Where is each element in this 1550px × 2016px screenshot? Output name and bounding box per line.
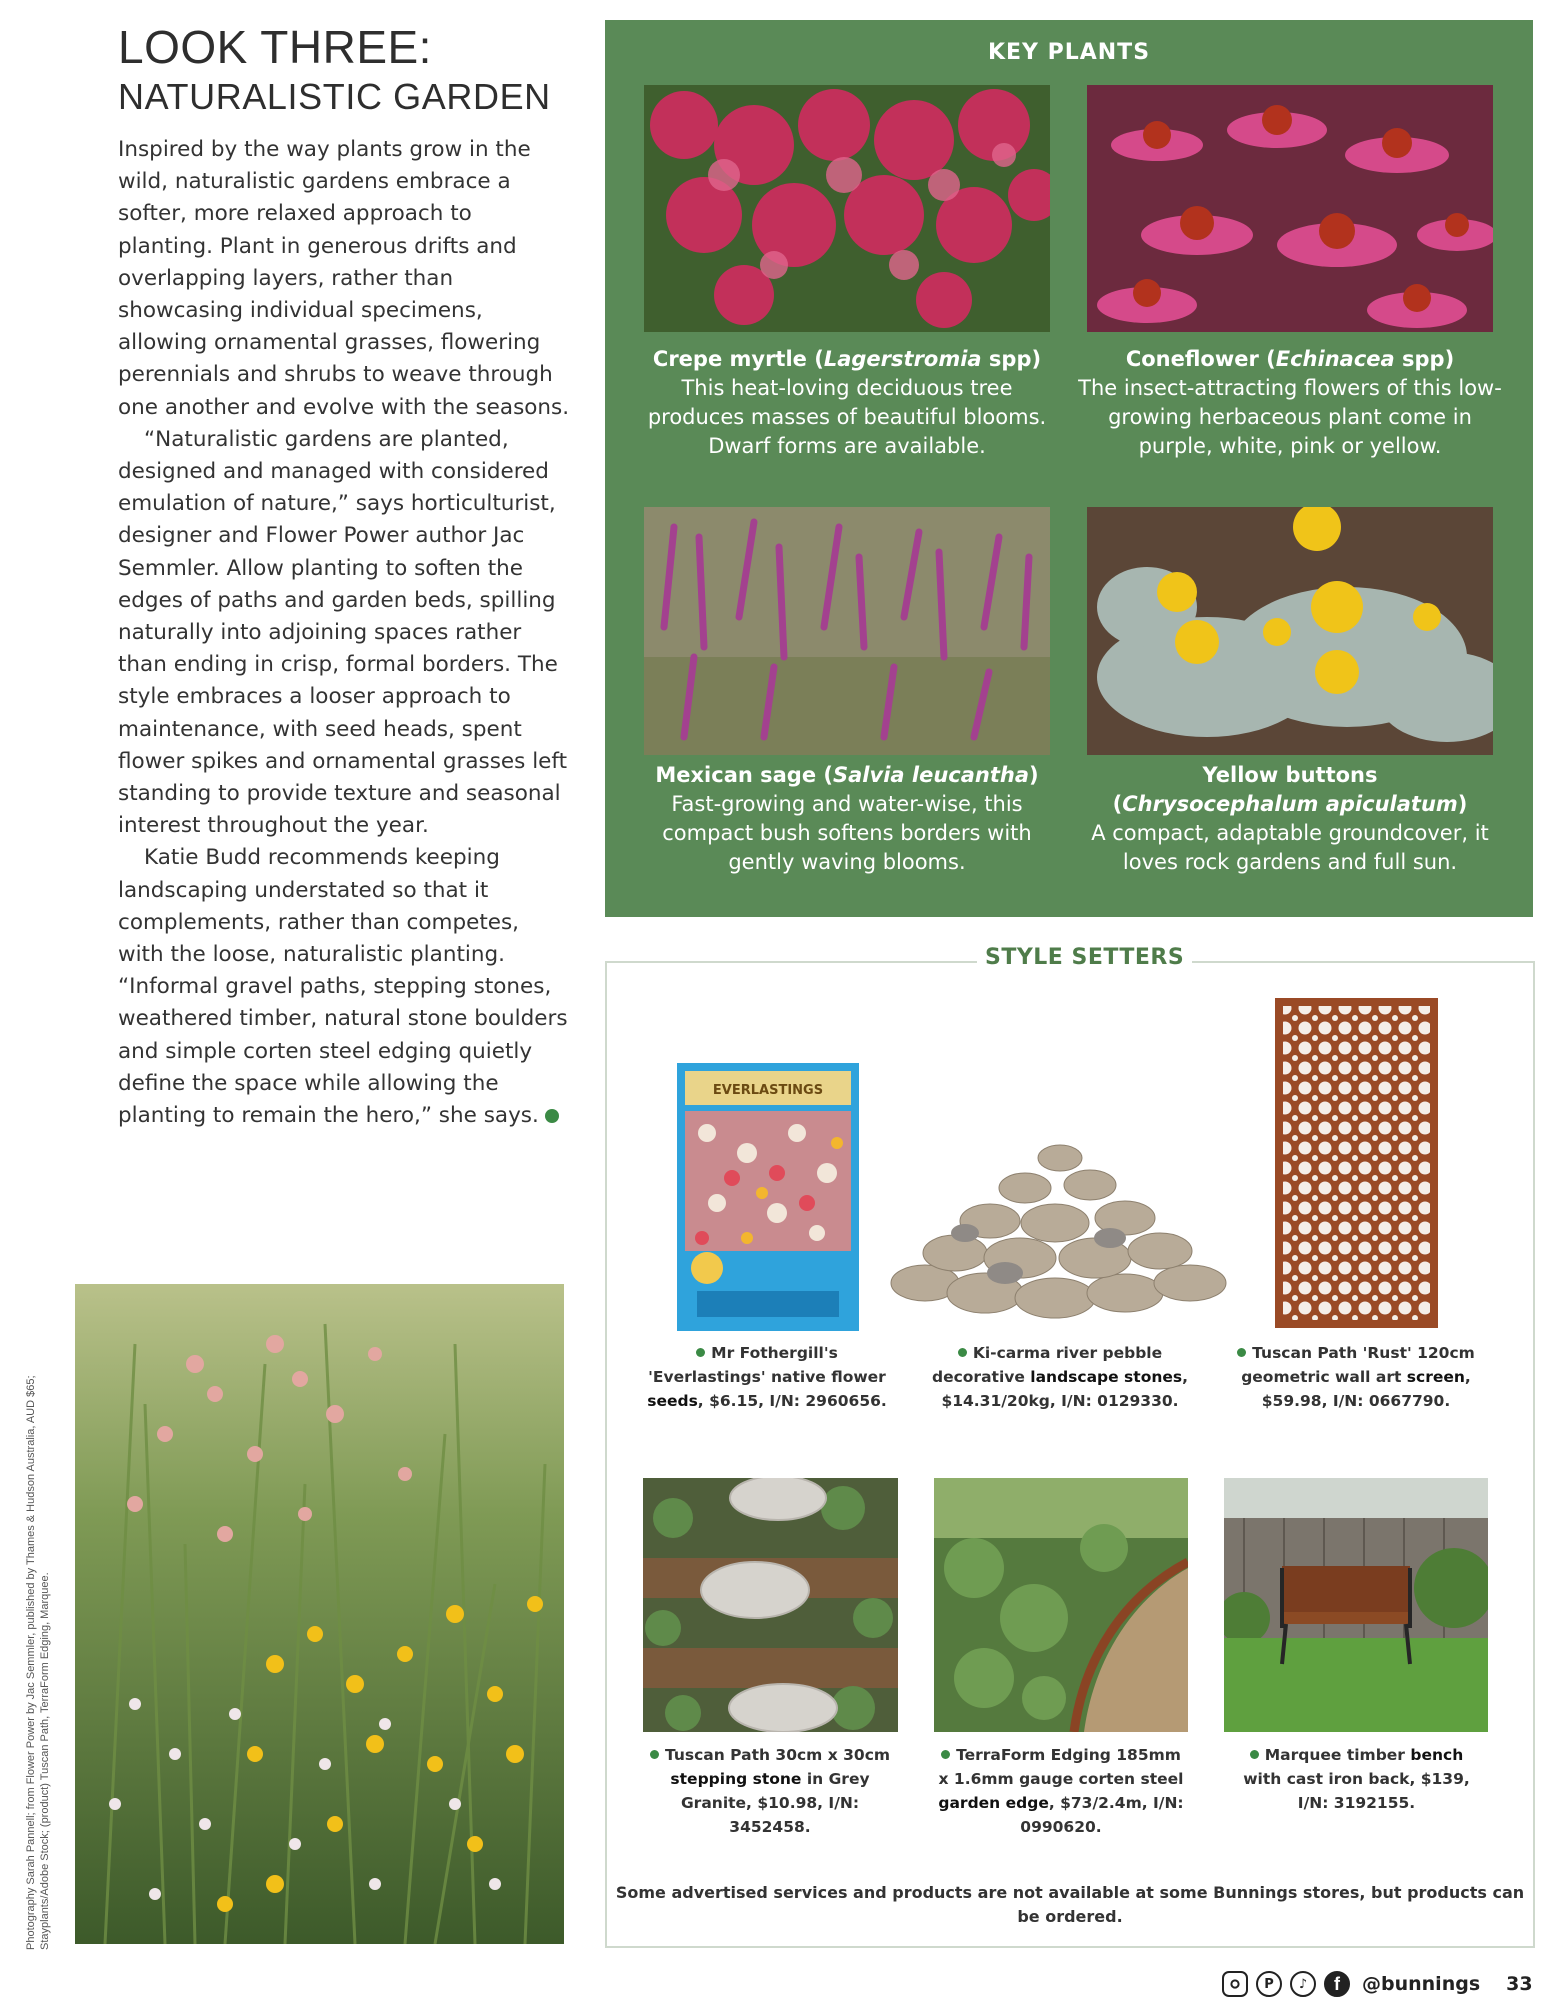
plant-name: Mexican sage <box>655 763 817 787</box>
pinterest-icon[interactable]: P <box>1256 1971 1282 1997</box>
product-caption-bench: Marquee timber bench with cast iron back, $139, I/N: 3192155. <box>1243 1746 1470 1812</box>
plant-description: Fast-growing and water-wise, this compact bush softens borders with gently waving blooms. <box>662 792 1032 874</box>
facebook-icon[interactable]: f <box>1324 1971 1350 1997</box>
plant-latin: Chrysocephalum apiculatum <box>1122 792 1458 816</box>
bullet-icon <box>1237 1348 1246 1357</box>
article-subtitle: NATURALISTIC GARDEN <box>118 76 551 117</box>
paragraph-2: “Naturalistic gardens are planted, designed and managed with considered emulation of nature,” says horticulturist, designer and Flower Power author Jac Semmler. Allow planting to soften the edges of paths and garden beds, spilling naturally into adjoining spaces rather than ending in crisp, formal borders. The style embraces a looser approach to maintenance, with seed heads, spent flower spikes and ornamental grasses left standing to provide texture and seasonal interest throughout the year. <box>118 426 568 839</box>
plant-latin: Salvia leucantha <box>833 763 1029 787</box>
coneflower-photo <box>1087 85 1493 332</box>
plant-name: Yellow buttons <box>1202 763 1378 787</box>
article-body <box>118 134 570 1132</box>
yellow-buttons-photo <box>1087 507 1493 755</box>
yellow-buttons-caption: Yellow buttons (Chrysocephalum apiculatum) A compact, adaptable groundcover, it loves rock gardens and full sun. <box>1091 763 1489 874</box>
plant-latin: Echinacea <box>1275 347 1395 371</box>
garden-edge-image <box>934 1478 1188 1732</box>
footer <box>1222 1966 1533 2002</box>
mexican-sage-caption: Mexican sage (Salvia leucantha) Fast-growing and water-wise, this compact bush softens borders with gently waving blooms. <box>655 763 1039 874</box>
tiktok-icon[interactable]: ♪ <box>1290 1971 1316 1997</box>
article-title: LOOK THREE: <box>118 21 432 73</box>
bullet-icon <box>958 1348 967 1357</box>
bullet-icon <box>650 1750 659 1759</box>
seed-packet-brand: EVERLASTINGS <box>712 1083 824 1098</box>
stepping-stone-image <box>643 1478 898 1732</box>
bullet-icon <box>941 1750 950 1759</box>
plant-description: The insect-attracting flowers of this low-growing herbaceous plant come in purple, white, pink or yellow. <box>1078 376 1502 458</box>
key-plants-heading: KEY PLANTS <box>987 40 1151 65</box>
photo-credit: Photography Sarah Pannell; from Flower Power by Jac Semmler, published by Thames & Hudson Australia, AUD $65; Stayplants/Adobe Stock; (product) Tuscan Path, TerraForm Edging, Marquee. <box>25 1375 51 1950</box>
meadow-photo <box>75 1284 564 1944</box>
plant-name: Coneflower <box>1125 347 1259 371</box>
social-handle[interactable]: @bunnings <box>1362 1973 1481 1995</box>
crepe-myrtle-photo <box>644 85 1050 332</box>
style-setters-heading: STYLE SETTERS <box>977 945 1192 970</box>
style-setters-panel <box>605 945 1535 1948</box>
bullet-icon <box>696 1348 705 1357</box>
crepe-myrtle-caption: Crepe myrtle (Lagerstromia spp) This heat-loving deciduous tree produces masses of beautiful blooms. Dwarf forms are available. <box>647 347 1047 458</box>
river-pebbles-image <box>885 1133 1235 1328</box>
product-caption-pebbles: Ki-carma river pebble decorative landscape stones, $14.31/20kg, I/N: 0129330. <box>931 1344 1189 1410</box>
mexican-sage-photo <box>644 507 1050 755</box>
paragraph-1: Inspired by the way plants grow in the wild, naturalistic gardens embrace a softer, more relaxed approach to planting. Plant in generous drifts and overlapping layers, rather than showcasing individual specimens, allowing ornamental grasses, flowering perennials and shrubs to weave through one another and evolve with the seasons. <box>118 137 570 420</box>
instagram-icon[interactable] <box>1222 1971 1248 1997</box>
key-plants-panel <box>605 20 1533 917</box>
paragraph-3 <box>118 842 570 1132</box>
product-caption-garden-edge: TerraForm Edging 185mm x 1.6mm gauge corten steel garden edge, $73/2.4m, I/N: 0990620. <box>938 1746 1184 1836</box>
paragraph-3-text: Katie Budd recommends keeping landscaping understated so that it complements, rather than competes, with the loose, naturalistic planting. “Informal gravel paths, stepping stones, weathered timber, natural stone boulders and simple corten steel edging quietly define the space while allowing the planting to remain the hero,” she says. <box>118 845 568 1129</box>
bench-image <box>1224 1478 1488 1732</box>
plant-description: This heat-loving deciduous tree produces masses of beautiful blooms. Dwarf forms are available. <box>647 376 1047 458</box>
plant-description: A compact, adaptable groundcover, it loves rock gardens and full sun. <box>1091 821 1489 874</box>
plant-latin: Lagerstromia <box>823 347 982 371</box>
coneflower-caption: Coneflower (Echinacea spp) The insect-attracting flowers of this low-growing herbaceous plant come in purple, white, pink or yellow. <box>1078 347 1502 458</box>
product-caption-seeds: Mr Fothergill's 'Everlastings' native flower seeds, $6.15, I/N: 2960656. <box>647 1344 887 1410</box>
page-number: 33 <box>1506 1973 1533 1995</box>
plant-name: Crepe myrtle <box>652 347 807 371</box>
seed-packet-image <box>677 1063 859 1331</box>
disclaimer: Some advertised services and products are not available at some Bunnings stores, but products can be ordered. <box>615 1883 1525 1926</box>
end-mark-icon <box>545 1109 559 1123</box>
product-caption-screen: Tuscan Path 'Rust' 120cm geometric wall art screen, $59.98, I/N: 0667790. <box>1231 1341 1481 1413</box>
bullet-icon <box>1250 1750 1259 1759</box>
wall-art-screen-image <box>1275 998 1438 1328</box>
product-caption-stepping-stone: Tuscan Path 30cm x 30cm stepping stone in Grey Granite, $10.98, I/N: 3452458. <box>645 1743 895 1839</box>
